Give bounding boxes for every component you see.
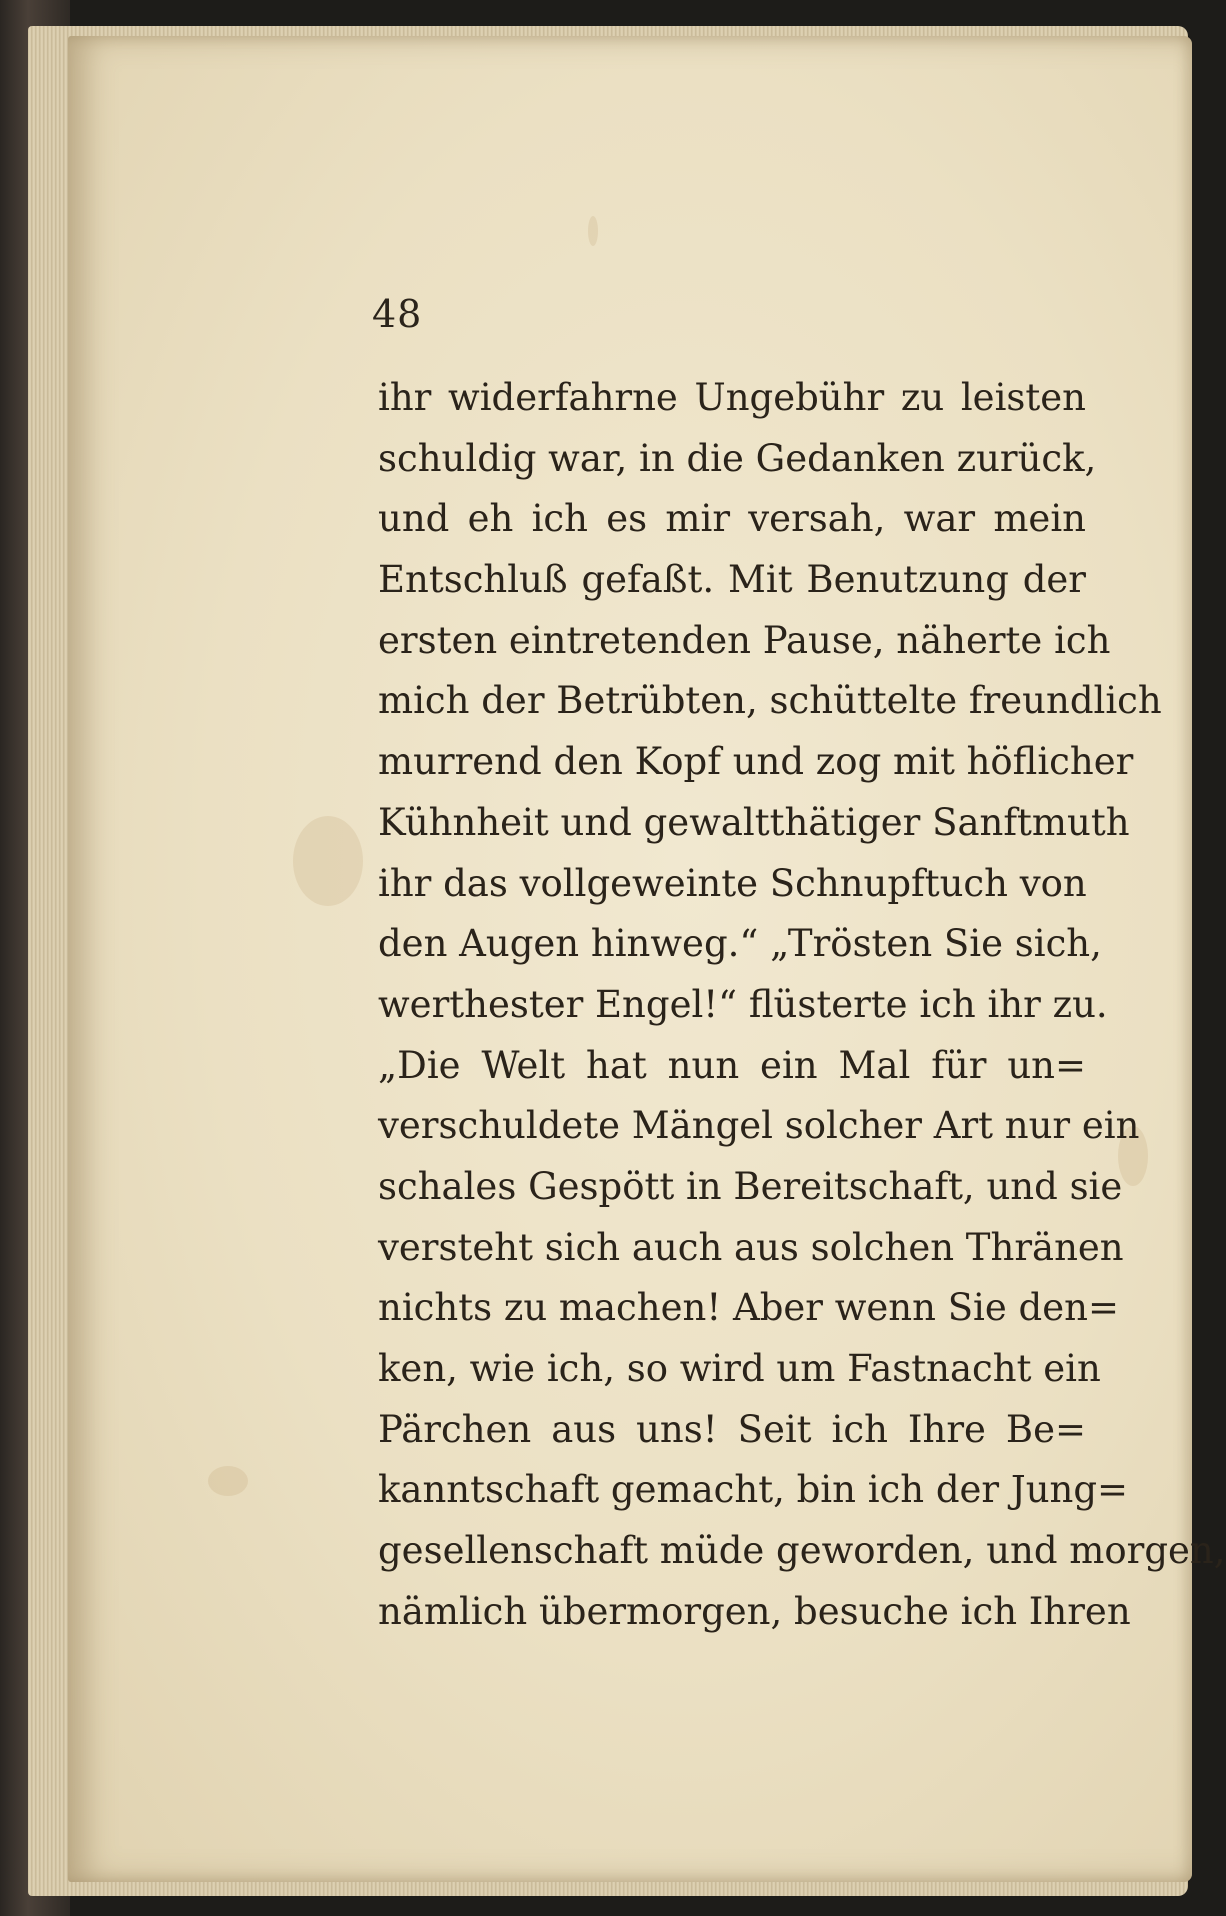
text-line: „Die Welt hat nun ein Mal für un= [378,1043,1086,1087]
text-line: den Augen hinweg.“ „Trösten Sie sich, [378,922,1102,966]
text-line: ihr das vollgeweinte Schnupftuch von [378,861,1087,905]
text-line: verschuldete Mängel solcher Art nur ein [378,1104,1140,1148]
page-number: 48 [372,292,423,336]
text-line: versteht sich auch aus solchen Thränen [378,1225,1124,1269]
text-line: mich der Betrübten, schüttelte freundlich [378,679,1162,723]
page-stain [293,816,363,906]
text-line: nämlich übermorgen, besuche ich Ihren [378,1589,1131,1633]
text-line: kanntschaft gemacht, bin ich der Jung= [378,1468,1129,1512]
text-line: werthester Engel!“ flüsterte ich ihr zu. [378,982,1108,1026]
text-line: ihr widerfahrne Ungebühr zu leisten [378,376,1086,419]
text-line: ersten eintretenden Pause, näherte ich [378,618,1111,662]
text-line: schuldig war, in die Gedanken zurück, [378,436,1097,480]
text-line: Entschluß gefaßt. Mit Benutzung der [378,558,1086,602]
text-line: schales Gespött in Bereitschaft, und sie [378,1164,1123,1208]
text-line: Kühnheit und gewaltthätiger Sanftmuth [378,800,1130,844]
text-line: gesellenschaft müde geworden, und morgen, [378,1529,1226,1573]
text-line: nichts zu machen! Aber wenn Sie den= [378,1286,1119,1330]
text-line: Pärchen aus uns! Seit ich Ihre Be= [378,1407,1086,1451]
body-text [378,368,1226,1642]
page-stain [588,216,598,246]
text-line: ken, wie ich, so wird um Fastnacht ein [378,1347,1101,1390]
text-line: murrend den Kopf und zog mit höflicher [378,740,1134,784]
page-stain [208,1466,248,1496]
text-line: und eh ich es mir versah, war mein [378,497,1086,541]
